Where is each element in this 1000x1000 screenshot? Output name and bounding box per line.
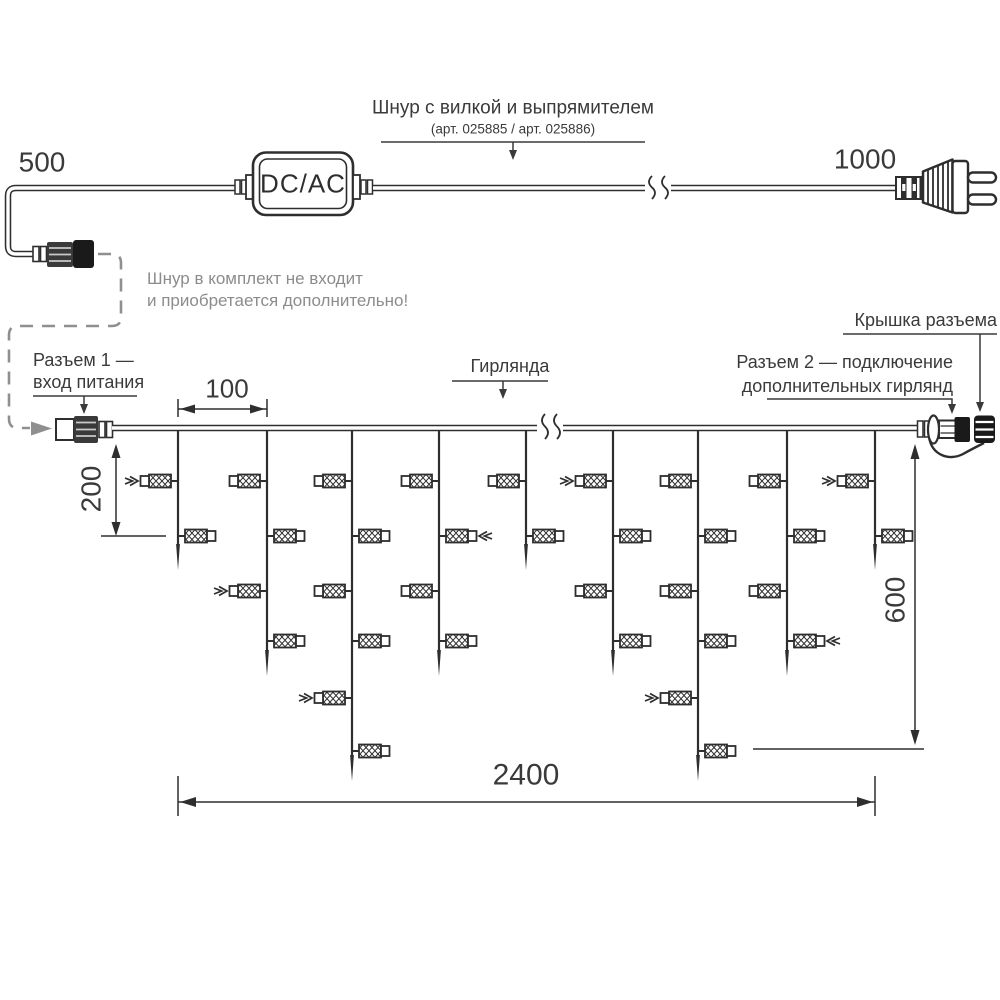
garland-label-leader bbox=[452, 381, 548, 399]
led-lamp bbox=[560, 475, 613, 488]
garland-drop bbox=[125, 431, 216, 570]
garland-drop bbox=[402, 431, 493, 676]
dimension-lines bbox=[101, 399, 924, 816]
flash-lamp-arrow-icon bbox=[833, 638, 841, 644]
garland-diagram bbox=[56, 413, 995, 781]
led-lamp bbox=[267, 530, 305, 543]
dim-100-value: 100 bbox=[205, 373, 249, 404]
garland-drop bbox=[299, 431, 390, 781]
garland-drop bbox=[750, 431, 841, 676]
led-lamp bbox=[352, 530, 390, 543]
led-lamp bbox=[576, 585, 614, 598]
cord-left-length: 500 bbox=[18, 146, 66, 178]
not-included-note-line2: и приобретается дополнительно! bbox=[147, 291, 409, 310]
led-lamp bbox=[125, 475, 178, 488]
not-included-note-line1: Шнур в комплект не входит bbox=[147, 269, 363, 288]
cord-label: Шнур с вилкой и выпрямителем bbox=[372, 97, 654, 119]
dim-200 bbox=[101, 444, 166, 536]
flash-lamp-arrow-icon bbox=[485, 533, 493, 539]
led-lamp bbox=[822, 475, 875, 488]
flash-lamp-arrow-icon bbox=[214, 588, 222, 594]
garland-drop bbox=[822, 431, 913, 570]
led-lamp bbox=[267, 635, 305, 648]
connector1-label-line1: Разъем 1 — bbox=[33, 350, 134, 370]
led-lamp bbox=[352, 745, 390, 758]
garland-label: Гирлянда bbox=[470, 356, 550, 377]
led-lamp bbox=[787, 635, 840, 648]
led-lamp bbox=[875, 530, 913, 543]
led-lamp bbox=[439, 530, 492, 543]
cord-break-symbol bbox=[645, 174, 671, 202]
connector-cap bbox=[974, 416, 995, 444]
connector2-label-line2: дополнительных гирлянд bbox=[741, 376, 953, 396]
led-lamp bbox=[526, 530, 564, 543]
led-lamp bbox=[787, 530, 825, 543]
led-lamp bbox=[439, 635, 477, 648]
led-lamp bbox=[352, 635, 390, 648]
flash-lamp-arrow-icon bbox=[645, 695, 653, 701]
led-lamp bbox=[230, 475, 268, 488]
garland-drop bbox=[645, 431, 736, 781]
cord-right-length: 1000 bbox=[833, 143, 897, 175]
power-plug bbox=[896, 160, 996, 214]
garland-break-symbol bbox=[537, 413, 563, 443]
led-lamp bbox=[315, 475, 353, 488]
dim-200-value: 200 bbox=[75, 465, 107, 513]
led-lamp bbox=[299, 692, 352, 705]
connector1-label-line2: вход питания bbox=[33, 372, 145, 392]
led-lamp bbox=[214, 585, 267, 598]
led-lamp bbox=[750, 475, 788, 488]
led-lamp bbox=[661, 475, 699, 488]
garland-drop bbox=[489, 431, 564, 570]
led-lamp bbox=[698, 530, 736, 543]
dashed-arrowhead bbox=[31, 422, 52, 436]
flash-lamp-arrow-icon bbox=[125, 478, 133, 484]
led-lamp bbox=[489, 475, 527, 488]
connector2-leader bbox=[767, 399, 956, 414]
led-lamp bbox=[698, 635, 736, 648]
led-lamp bbox=[402, 585, 440, 598]
led-lamp bbox=[613, 635, 651, 648]
dc-ac-label: DC/AC bbox=[260, 168, 346, 199]
cord-label-leader bbox=[381, 142, 645, 160]
dim-600-value: 600 bbox=[879, 576, 911, 624]
led-lamp bbox=[315, 585, 353, 598]
flash-lamp-arrow-icon bbox=[822, 478, 830, 484]
garland-input-connector bbox=[56, 416, 113, 443]
flash-lamp-arrow-icon bbox=[560, 478, 568, 484]
led-lamp bbox=[750, 585, 788, 598]
cord-output-connector bbox=[33, 240, 94, 268]
dim-2400-value: 2400 bbox=[492, 758, 560, 792]
garland-drop bbox=[560, 431, 651, 676]
led-lamp bbox=[613, 530, 651, 543]
dashed-note-path bbox=[9, 254, 121, 436]
connector2-label-line1: Разъем 2 — подключение bbox=[736, 352, 953, 372]
led-lamp bbox=[698, 745, 736, 758]
cord-articles: (арт. 025885 / арт. 025886) bbox=[430, 121, 596, 137]
cap-label: Крышка разъема bbox=[854, 310, 997, 330]
led-lamp bbox=[645, 692, 698, 705]
connector1-leader bbox=[33, 396, 137, 414]
cap-label-leader bbox=[843, 334, 997, 412]
led-lamp bbox=[661, 585, 699, 598]
led-lamp bbox=[178, 530, 216, 543]
led-lamp bbox=[402, 475, 440, 488]
garland-drop bbox=[214, 431, 305, 676]
cord-left-wire bbox=[8, 188, 238, 254]
garland-drops bbox=[125, 431, 913, 781]
flash-lamp-arrow-icon bbox=[299, 695, 307, 701]
garland-end-connector bbox=[918, 416, 996, 458]
